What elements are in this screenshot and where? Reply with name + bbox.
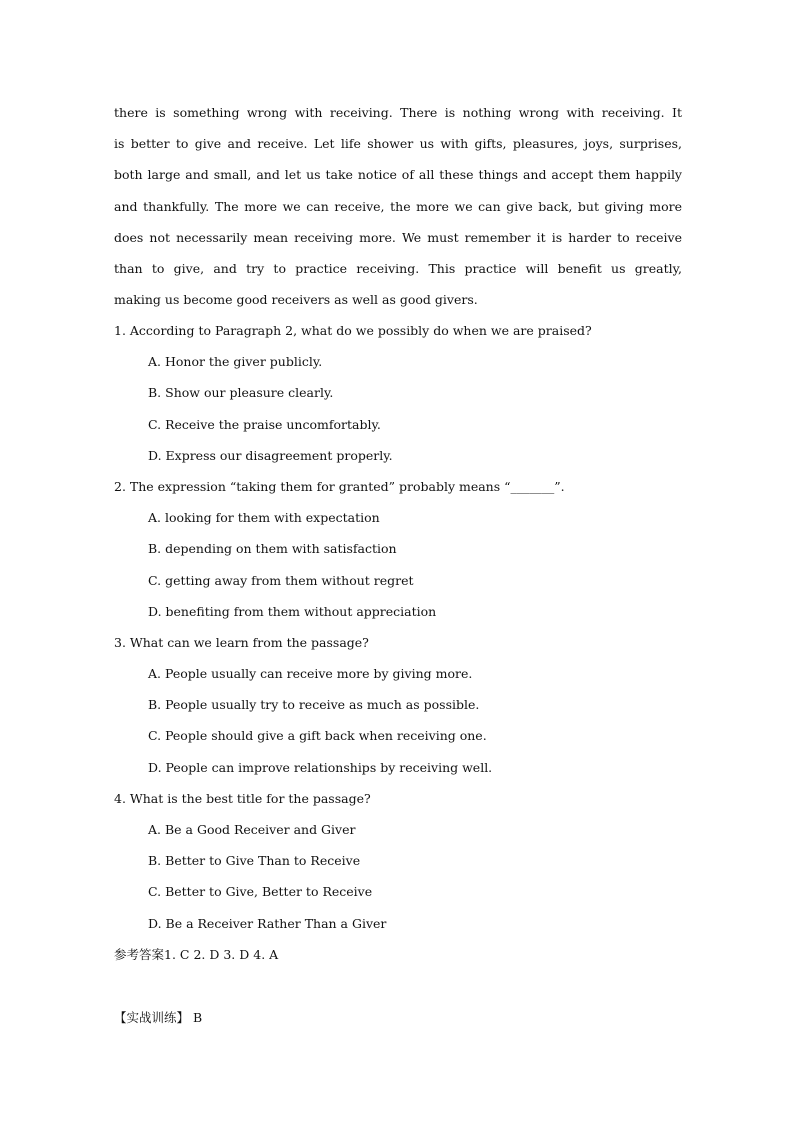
section-label: 【实战训练】	[114, 1010, 190, 1025]
question-1-option-b: B. Show our pleasure clearly.	[148, 385, 334, 401]
passage-line: does not necessarily mean receiving more. We must remember it is harder to receive	[114, 229, 682, 245]
passage-text	[114, 101, 682, 319]
question-list	[114, 319, 684, 943]
question-3-option-b: B. People usually try to receive as much as possible.	[148, 697, 480, 713]
question-3-option-d: D. People can improve relationships by receiving well.	[148, 759, 493, 775]
passage-line: both large and small, and let us take notice of all these things and accept them happily	[114, 167, 682, 183]
question-4-option-d: D. Be a Receiver Rather Than a Giver	[148, 915, 387, 931]
section-text: B	[193, 1010, 203, 1025]
question-2-option-a: A. looking for them with expectation	[148, 510, 380, 526]
question-4-option-a: A. Be a Good Receiver and Giver	[148, 822, 356, 837]
passage-line: is better to give and receive. Let life shower us with gifts, pleasures, joys, surprises,	[114, 136, 682, 152]
passage-line: there is something wrong with receiving. There is nothing wrong with receiving. It	[114, 105, 682, 120]
question-1-option-a: A. Honor the giver publicly.	[148, 354, 323, 370]
answer-key	[114, 943, 278, 967]
question-4-option-b: B. Better to Give Than to Receive	[148, 853, 361, 869]
question-3-stem: 3. What can we learn from the passage?	[114, 634, 369, 650]
question-2-stem: 2. The expression “taking them for granted” probably means “_______”.	[114, 478, 565, 494]
passage-line: and thankfully. The more we can receive, the more we can give back, but giving more	[114, 198, 682, 214]
question-1-option-c: C. Receive the praise uncomfortably.	[148, 416, 381, 432]
passage-line: than to give, and try to practice receiving. This practice will benefit us greatly,	[114, 260, 682, 276]
question-3-option-c: C. People should give a gift back when receiving one.	[148, 728, 487, 744]
section-heading	[114, 1006, 202, 1030]
question-4-stem: 4. What is the best title for the passage?	[114, 790, 371, 806]
question-2-option-b: B. depending on them with satisfaction	[148, 541, 397, 557]
question-4-option-c: C. Better to Give, Better to Receive	[148, 884, 373, 900]
answer-key-label: 参考答案	[114, 947, 165, 962]
question-1-option-d: D. Express our disagreement properly.	[148, 447, 393, 463]
passage-line: making us become good receivers as well as good givers.	[114, 292, 478, 308]
question-3-option-a: A. People usually can receive more by giving more.	[148, 666, 473, 682]
question-1-stem: 1. According to Paragraph 2, what do we possibly do when we are praised?	[114, 323, 592, 338]
question-2-option-d: D. benefiting from them without appreciation	[148, 603, 437, 619]
question-2-option-c: C. getting away from them without regret	[148, 572, 414, 588]
answer-key-text: 1. C 2. D 3. D 4. A	[164, 947, 279, 962]
